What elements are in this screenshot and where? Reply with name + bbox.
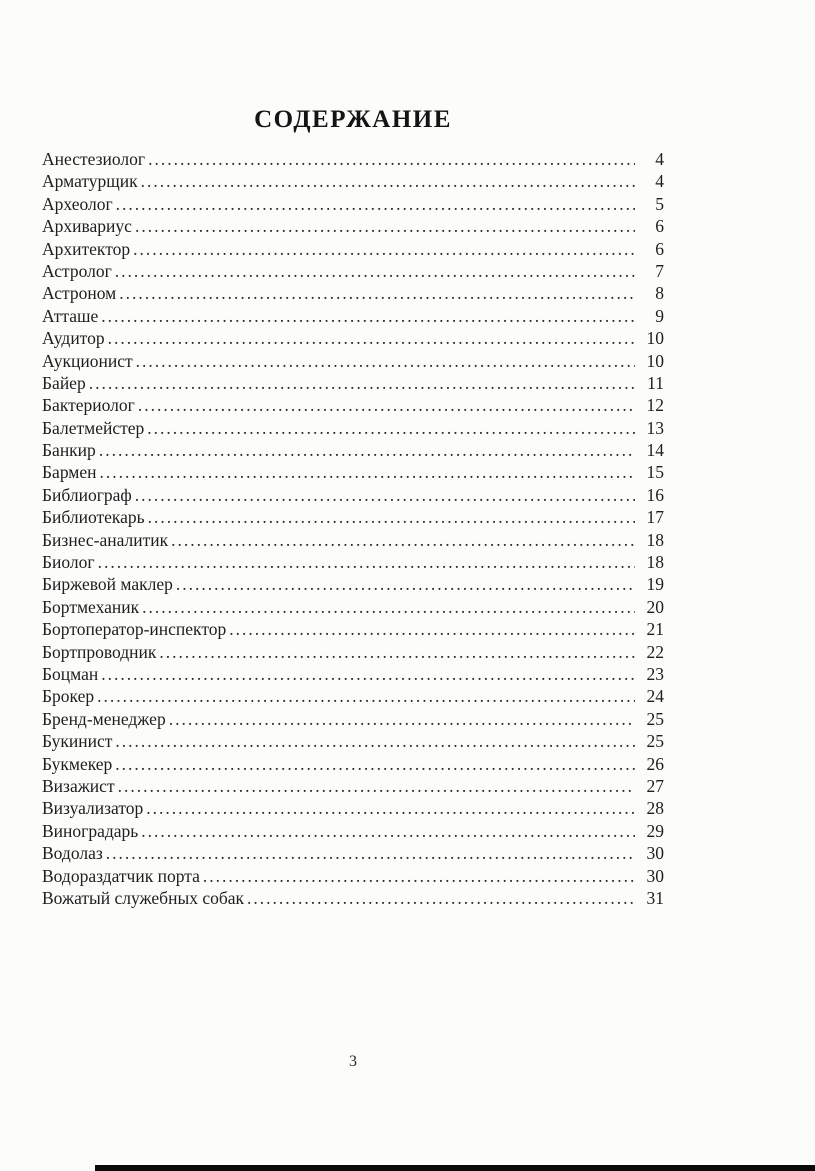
- dot-leader: [98, 552, 635, 573]
- toc-entry-label: Библиограф: [42, 484, 132, 505]
- page-number: 3: [349, 1053, 357, 1070]
- toc-entry-label: Букинист: [42, 731, 113, 752]
- toc-entry-label: Бортмеханик: [42, 596, 140, 617]
- dot-leader: [171, 530, 635, 551]
- toc-entry-label: Банкир: [42, 440, 96, 461]
- toc-entry-label: Водораздатчик порта: [42, 865, 200, 886]
- dot-leader: [229, 619, 635, 640]
- toc-entry-page: 13: [646, 417, 664, 438]
- toc-entry: [42, 642, 664, 664]
- toc-entry-label: Балетмейстер: [42, 417, 145, 438]
- toc-entry: [42, 283, 664, 305]
- toc-entry-page: 24: [646, 686, 664, 707]
- toc-entry-page: 17: [646, 507, 664, 528]
- toc-entry-page: 20: [646, 596, 664, 617]
- dot-leader: [106, 843, 635, 864]
- toc-content-column: [42, 0, 664, 910]
- toc-entry: [42, 731, 664, 753]
- toc-entry-label: Бортоператор-инспектор: [42, 619, 227, 640]
- toc-entry-page: 31: [646, 887, 664, 908]
- toc-entry: [42, 395, 664, 417]
- toc-entry: [42, 664, 664, 686]
- toc-entry: [42, 709, 664, 731]
- toc-entry-page: 16: [646, 484, 664, 505]
- toc-entry-label: Биолог: [42, 552, 95, 573]
- toc-entry-label: Астролог: [42, 260, 112, 281]
- toc-entry: [42, 149, 664, 171]
- toc-entry: [42, 373, 664, 395]
- toc-entry-label: Вожатый служебных собак: [42, 887, 245, 908]
- toc-entry: [42, 530, 664, 552]
- toc-entry: [42, 866, 664, 888]
- toc-entry: [42, 440, 664, 462]
- toc-entry-page: 7: [655, 260, 664, 281]
- toc-entry-label: Бармен: [42, 462, 97, 483]
- dot-leader: [141, 821, 635, 842]
- toc-entry: [42, 194, 664, 216]
- toc-entry: [42, 507, 664, 529]
- toc-entry-label: Астроном: [42, 283, 117, 304]
- toc-entry: [42, 574, 664, 596]
- toc-entry-label: Байер: [42, 372, 86, 393]
- toc-entry: [42, 888, 664, 910]
- toc-entry-page: 11: [647, 372, 664, 393]
- toc-entry: [42, 216, 664, 238]
- toc-entry: [42, 462, 664, 484]
- toc-entry-label: Бренд-менеджер: [42, 708, 166, 729]
- toc-entry: [42, 597, 664, 619]
- toc-entry-page: 22: [646, 641, 664, 662]
- toc-entry-page: 25: [646, 731, 664, 752]
- toc-entry-page: 12: [646, 395, 664, 416]
- toc-entry: [42, 686, 664, 708]
- toc-entry-page: 8: [655, 283, 664, 304]
- dot-leader: [148, 507, 635, 528]
- toc-entry: [42, 552, 664, 574]
- dot-leader: [108, 328, 635, 349]
- toc-entry-label: Визуализатор: [42, 798, 144, 819]
- toc-entry-page: 9: [655, 305, 664, 326]
- toc-entry-label: Бизнес-аналитик: [42, 529, 169, 550]
- toc-entry: [42, 754, 664, 776]
- toc-entry: [42, 821, 664, 843]
- toc-entry-label: Библиотекарь: [42, 507, 145, 528]
- dot-leader: [101, 664, 635, 685]
- toc-entry: [42, 351, 664, 373]
- toc-entry-label: Архитектор: [42, 238, 131, 259]
- toc-entry-label: Архивариус: [42, 216, 132, 237]
- toc-entry-page: 19: [646, 574, 664, 595]
- toc-entry-page: 18: [646, 529, 664, 550]
- dot-leader: [99, 440, 635, 461]
- dot-leader: [147, 418, 635, 439]
- toc-entry: [42, 171, 664, 193]
- toc-entry-page: 30: [646, 843, 664, 864]
- dot-leader: [100, 462, 635, 483]
- dot-leader: [115, 731, 635, 752]
- toc-entry-label: Бортпроводник: [42, 641, 157, 662]
- dot-leader: [135, 216, 635, 237]
- dot-leader: [119, 283, 635, 304]
- toc-entry: [42, 798, 664, 820]
- dot-leader: [101, 306, 635, 327]
- dot-leader: [89, 373, 635, 394]
- toc-entry-page: 28: [646, 798, 664, 819]
- toc-entry-label: Археолог: [42, 193, 113, 214]
- scan-edge-artifact: [95, 1165, 815, 1171]
- toc-entry: [42, 261, 664, 283]
- toc-entry: [42, 239, 664, 261]
- dot-leader: [118, 776, 635, 797]
- dot-leader: [146, 798, 635, 819]
- toc-entry-page: 18: [646, 552, 664, 573]
- toc-entry-label: Бактериолог: [42, 395, 135, 416]
- toc-entry-label: Аукционист: [42, 350, 133, 371]
- toc-entry-page: 6: [655, 238, 664, 259]
- toc-entry-page: 29: [646, 820, 664, 841]
- toc-entry-page: 21: [646, 619, 664, 640]
- toc-entry: [42, 485, 664, 507]
- dot-leader: [141, 171, 635, 192]
- toc-entry-label: Визажист: [42, 775, 115, 796]
- dot-leader: [203, 866, 635, 887]
- toc-entry: [42, 306, 664, 328]
- toc-entry-page: 23: [646, 663, 664, 684]
- toc-list: [42, 149, 664, 910]
- toc-entry-page: 10: [646, 328, 664, 349]
- toc-entry: [42, 843, 664, 865]
- toc-entry-page: 4: [655, 149, 664, 169]
- dot-leader: [133, 239, 635, 260]
- toc-entry-page: 14: [646, 440, 664, 461]
- toc-entry-label: Боцман: [42, 663, 99, 684]
- dot-leader: [169, 709, 635, 730]
- dot-leader: [138, 395, 635, 416]
- toc-entry-label: Аудитор: [42, 328, 105, 349]
- dot-leader: [247, 888, 635, 909]
- dot-leader: [135, 485, 635, 506]
- toc-entry-page: 30: [646, 865, 664, 886]
- toc-entry: [42, 418, 664, 440]
- toc-entry: [42, 776, 664, 798]
- toc-entry-page: 15: [646, 462, 664, 483]
- toc-entry-label: Брокер: [42, 686, 95, 707]
- dot-leader: [159, 642, 635, 663]
- toc-entry-label: Атташе: [42, 305, 99, 326]
- page-title: СОДЕРЖАНИЕ: [254, 106, 452, 133]
- dot-leader: [116, 194, 635, 215]
- dot-leader: [115, 754, 635, 775]
- toc-entry-label: Водолаз: [42, 843, 103, 864]
- toc-entry-label: Биржевой маклер: [42, 574, 173, 595]
- toc-entry-page: 6: [655, 216, 664, 237]
- toc-entry-page: 26: [646, 753, 664, 774]
- toc-entry-label: Анестезиолог: [42, 149, 146, 169]
- toc-entry: [42, 619, 664, 641]
- toc-entry-page: 10: [646, 350, 664, 371]
- dot-leader: [115, 261, 635, 282]
- toc-entry-page: 4: [655, 171, 664, 192]
- toc-entry: [42, 328, 664, 350]
- dot-leader: [176, 574, 635, 595]
- dot-leader: [142, 597, 635, 618]
- toc-entry-page: 5: [655, 193, 664, 214]
- toc-entry-page: 27: [646, 775, 664, 796]
- dot-leader: [148, 149, 635, 170]
- dot-leader: [97, 686, 635, 707]
- toc-entry-label: Виноградарь: [42, 820, 139, 841]
- toc-entry-label: Арматурщик: [42, 171, 138, 192]
- dot-leader: [136, 351, 635, 372]
- toc-entry-label: Букмекер: [42, 753, 113, 774]
- toc-entry-page: 25: [646, 708, 664, 729]
